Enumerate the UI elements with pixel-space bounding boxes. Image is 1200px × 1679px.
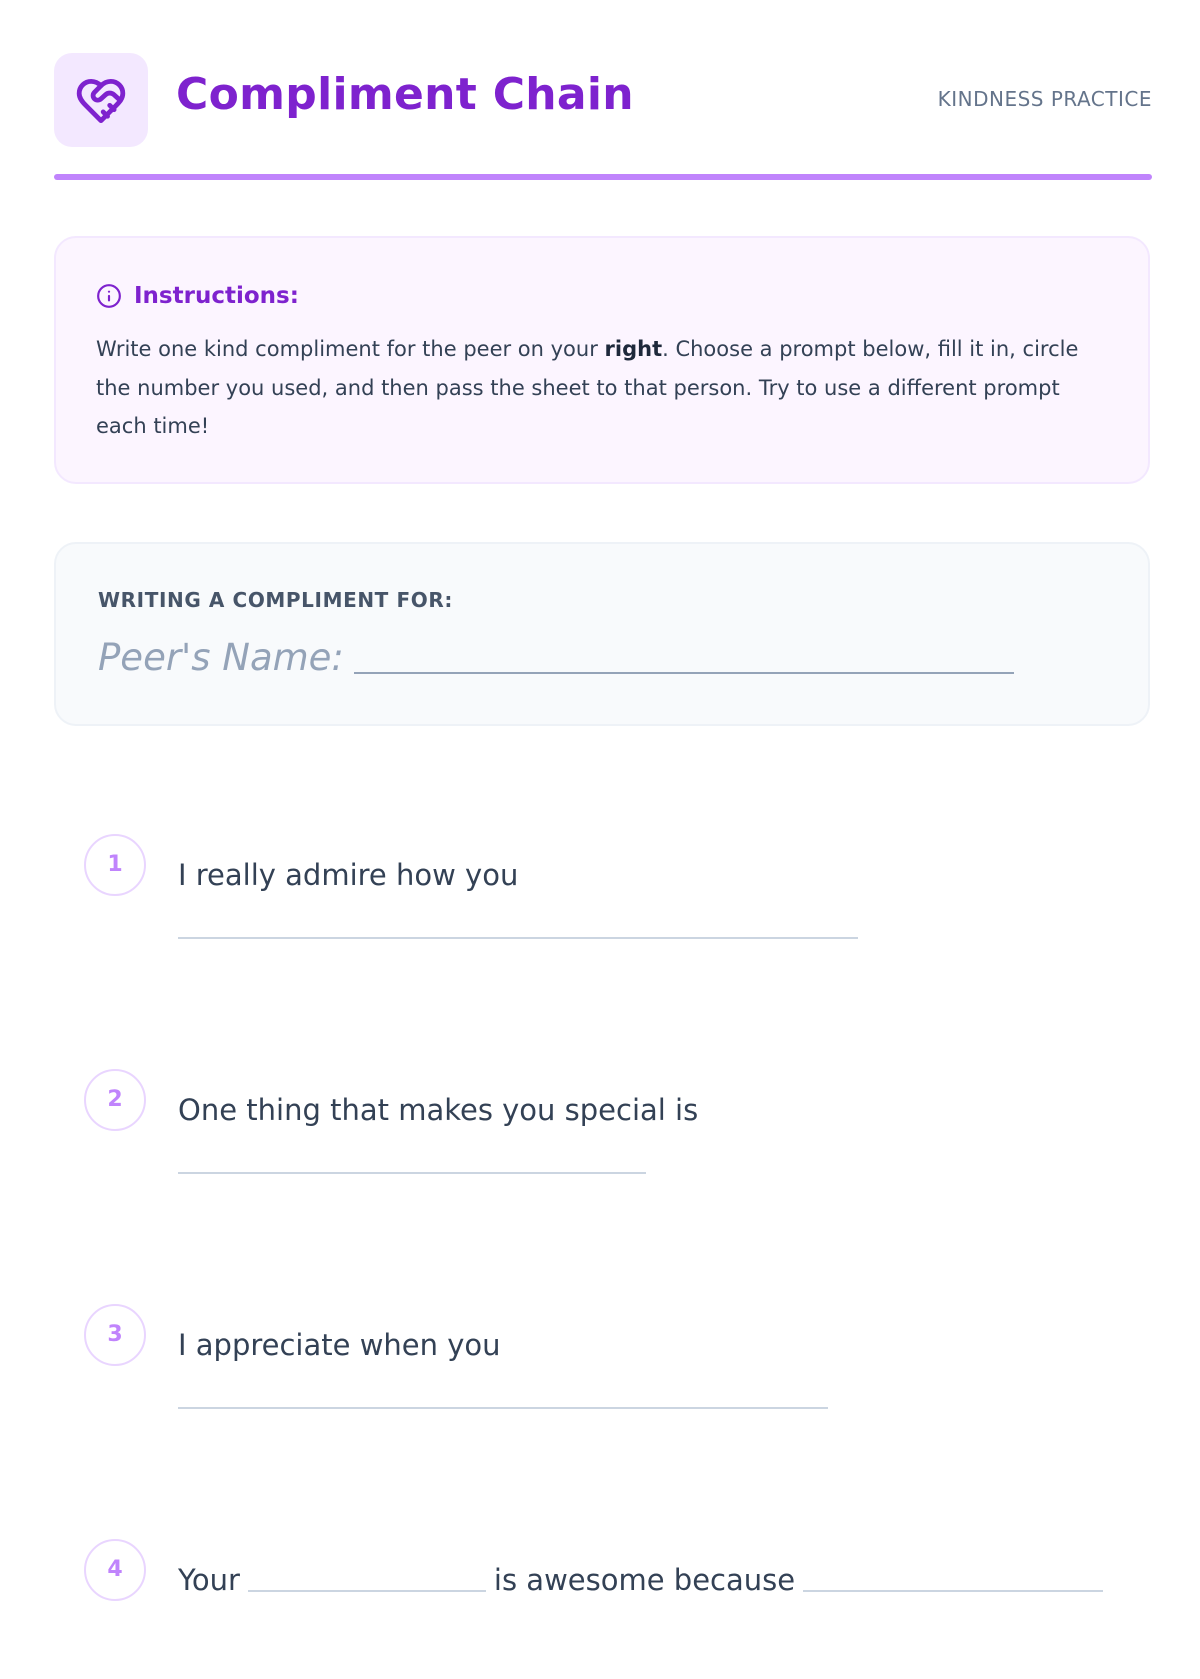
inline-answer-blank[interactable] (248, 1590, 486, 1592)
prompt-text: One thing that makes you special is (178, 1093, 699, 1127)
prompt-number[interactable]: 3 (84, 1304, 146, 1366)
answer-line[interactable] (178, 1407, 828, 1409)
logo (54, 53, 148, 147)
recipient-caption: WRITING A COMPLIMENT FOR: (98, 588, 453, 612)
prompt-text-middle: is awesome because (493, 1563, 796, 1597)
instructions-text-end: . Choose a prompt below, fill it in, circle the number you used, and then pass the sheet to that person. Try to use a different prompt each time! (96, 337, 1079, 438)
header-divider (54, 174, 1152, 180)
instructions-panel (54, 236, 1150, 484)
prompt-item (84, 834, 1152, 974)
prompt-text-fill-in (178, 1563, 1111, 1597)
heart-handshake-icon (74, 77, 128, 125)
peer-name-label: Peer's Name: (98, 636, 344, 679)
instructions-heading-label: Instructions: (134, 283, 299, 309)
instructions-text (96, 330, 1106, 446)
page-title: Compliment Chain (176, 69, 634, 120)
prompt-text: I really admire how you (178, 858, 519, 892)
inline-answer-blank[interactable] (803, 1590, 1103, 1592)
prompt-item (84, 1304, 1152, 1444)
prompt-text-start: Your (178, 1563, 240, 1597)
prompt-item (84, 1539, 1152, 1679)
recipient-panel (54, 542, 1150, 726)
prompt-text: I appreciate when you (178, 1328, 501, 1362)
prompt-item (84, 1069, 1152, 1209)
prompt-number[interactable]: 4 (84, 1539, 146, 1601)
header (54, 53, 1152, 147)
category-tag: KINDNESS PRACTICE (937, 87, 1152, 111)
answer-line[interactable] (178, 1172, 646, 1174)
instructions-text-emphasis: right (604, 337, 663, 361)
instructions-text-start: Write one kind compliment for the peer on your (96, 337, 605, 361)
peer-name-field[interactable] (98, 636, 1014, 679)
prompt-number[interactable]: 2 (84, 1069, 146, 1131)
info-icon (96, 283, 122, 309)
answer-line[interactable] (178, 937, 858, 939)
prompt-number[interactable]: 1 (84, 834, 146, 896)
instructions-heading (96, 282, 299, 310)
peer-name-blank[interactable] (354, 672, 1014, 674)
